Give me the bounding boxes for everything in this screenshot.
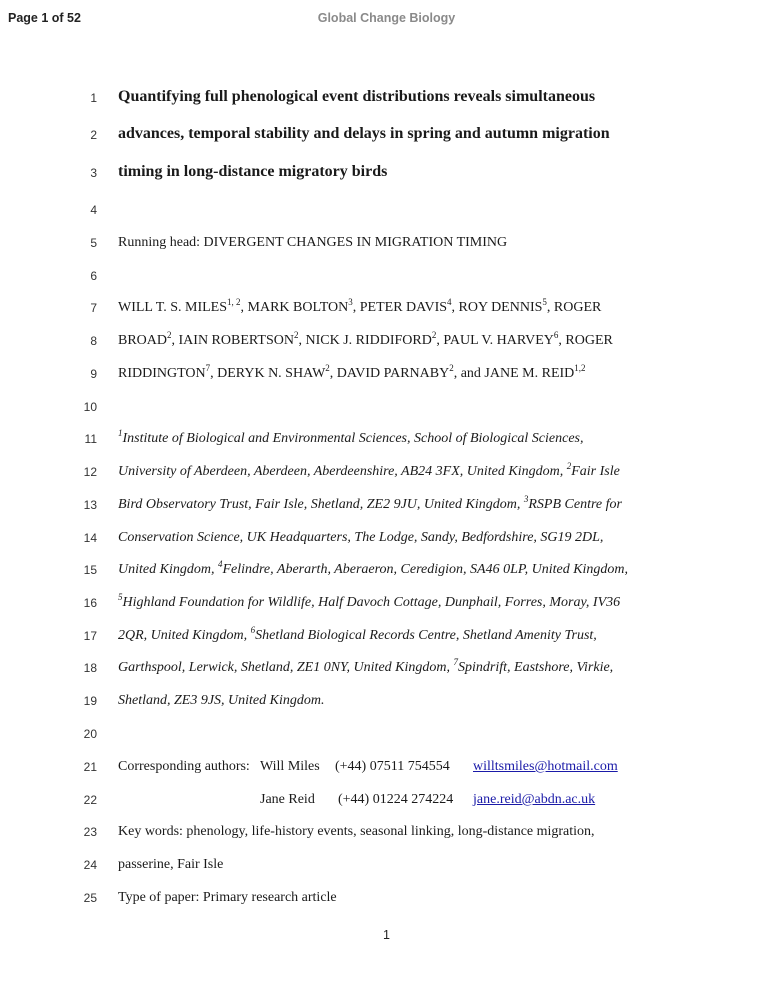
affiliation-line: $^5$Highland Foundation for Wildlife, Half Davoch Cottage, Dunphail, Forres, Moray, IV36 — [118, 592, 621, 610]
title-line-3: timing in long-distance migratory birds — [118, 163, 388, 180]
manuscript-line — [0, 266, 773, 288]
line-number: 21 — [83, 760, 97, 774]
title-line-2: advances, temporal stability and delays in spring and autumn migration — [118, 125, 610, 142]
manuscript-line — [0, 593, 773, 615]
running-head: Running head: DIVERGENT CHANGES IN MIGRATION TIMING — [118, 235, 508, 250]
manuscript-line — [0, 233, 773, 255]
manuscript-line — [0, 790, 773, 812]
manuscript-line — [0, 560, 773, 582]
manuscript-line — [0, 298, 773, 320]
affiliation-line: Garthspool, Lerwick, Shetland, ZE1 0NY, United Kingdom, $^7$Spindrift, Eastshore, Virkie, — [118, 657, 614, 675]
manuscript-line — [0, 163, 773, 185]
manuscript-line — [0, 822, 773, 844]
line-number: 4 — [90, 203, 97, 217]
line-number: 3 — [90, 166, 97, 180]
manuscript-line — [0, 626, 773, 648]
manuscript-line — [0, 528, 773, 550]
manuscript-line — [0, 364, 773, 386]
line-number: 10 — [83, 400, 97, 414]
line-number: 1 — [90, 91, 97, 105]
keywords-line-1: Key words: phenology, life-history events, seasonal linking, long-distance migration, — [118, 824, 595, 839]
journal-name: Global Change Biology — [317, 11, 456, 25]
line-number: 8 — [90, 334, 97, 348]
manuscript-line — [0, 888, 773, 910]
affiliation-line: United Kingdom, $^4$Felindre, Aberarth, Aberaeron, Ceredigion, SA46 0LP, United Kingdom, — [118, 559, 629, 577]
manuscript-line — [0, 495, 773, 517]
manuscript-line — [0, 88, 773, 110]
page-label: Page 1 of 52 — [8, 11, 81, 25]
affiliation-line: Shetland, ZE3 9JS, United Kingdom. — [118, 693, 325, 708]
line-number: 7 — [90, 301, 97, 315]
line-number: 23 — [83, 825, 97, 839]
line-number: 16 — [83, 596, 97, 610]
line-number: 9 — [90, 367, 97, 381]
line-number: 14 — [83, 531, 97, 545]
line-number: 17 — [83, 629, 97, 643]
line-number: 18 — [83, 661, 97, 675]
author1-email-link[interactable]: willtsmiles@hotmail.com — [473, 759, 618, 774]
line-number: 6 — [90, 269, 97, 283]
line-number: 13 — [83, 498, 97, 512]
affiliation-line: Conservation Science, UK Headquarters, The Lodge, Sandy, Bedfordshire, SG19 2DL, — [118, 530, 604, 545]
manuscript-line — [0, 658, 773, 680]
affiliation-line: 2QR, United Kingdom, $^6$Shetland Biological Records Centre, Shetland Amenity Trust, — [118, 625, 597, 643]
manuscript-line — [0, 757, 773, 779]
affiliation-line: Bird Observatory Trust, Fair Isle, Shetland, ZE2 9JU, United Kingdom, $^3$RSPB Centre for — [118, 494, 622, 512]
line-number: 15 — [83, 563, 97, 577]
line-number: 11 — [84, 432, 97, 446]
manuscript-line — [0, 462, 773, 484]
keywords-line-2: passerine, Fair Isle — [118, 857, 224, 872]
author-line-3: RIDDINGTON$^7$, DERYK N. SHAW$^2$, DAVID PARNABY$^2$, and JANE M. REID$^{1,2}$ — [118, 363, 586, 381]
manuscript-line — [0, 200, 773, 222]
line-number: 12 — [83, 465, 97, 479]
line-number: 5 — [90, 236, 97, 250]
manuscript-line — [0, 397, 773, 419]
manuscript-line — [0, 855, 773, 877]
line-number: 22 — [83, 793, 97, 807]
affiliation-line: $^1$Institute of Biological and Environmental Sciences, School of Biological Sciences, — [118, 428, 584, 446]
line-number: 20 — [83, 727, 97, 741]
author2-name: Jane Reid — [260, 792, 315, 807]
manuscript-line — [0, 125, 773, 147]
title-line-1: Quantifying full phenological event distributions reveals simultaneous — [118, 88, 596, 105]
page-number: 1 — [383, 928, 390, 942]
author1-phone: (+44) 07511 754554 — [335, 759, 450, 774]
corresponding-label: Corresponding authors: — [118, 759, 250, 774]
author2-phone: (+44) 01224 274224 — [338, 792, 454, 807]
line-number: 24 — [83, 858, 97, 872]
author-line-1: WILL T. S. MILES$^{1, 2}$, MARK BOLTON$^3$, PETER DAVIS$^4$, ROY DENNIS$^5$, ROGER — [118, 297, 602, 315]
author1-name: Will Miles — [260, 759, 320, 774]
line-number: 2 — [90, 128, 97, 142]
affiliation-line: University of Aberdeen, Aberdeen, Aberdeenshire, AB24 3FX, United Kingdom, $^2$Fair Isle — [118, 461, 620, 479]
manuscript-line — [0, 724, 773, 746]
line-number: 25 — [83, 891, 97, 905]
paper-type: Type of paper: Primary research article — [118, 890, 337, 905]
author-line-2: BROAD$^2$, IAIN ROBERTSON$^2$, NICK J. RIDDIFORD$^2$, PAUL V. HARVEY$^6$, ROGER — [118, 330, 613, 348]
manuscript-line — [0, 331, 773, 353]
author2-email-link[interactable]: jane.reid@abdn.ac.uk — [473, 792, 596, 807]
manuscript-line — [0, 691, 773, 713]
line-number: 19 — [83, 694, 97, 708]
manuscript-line — [0, 429, 773, 451]
